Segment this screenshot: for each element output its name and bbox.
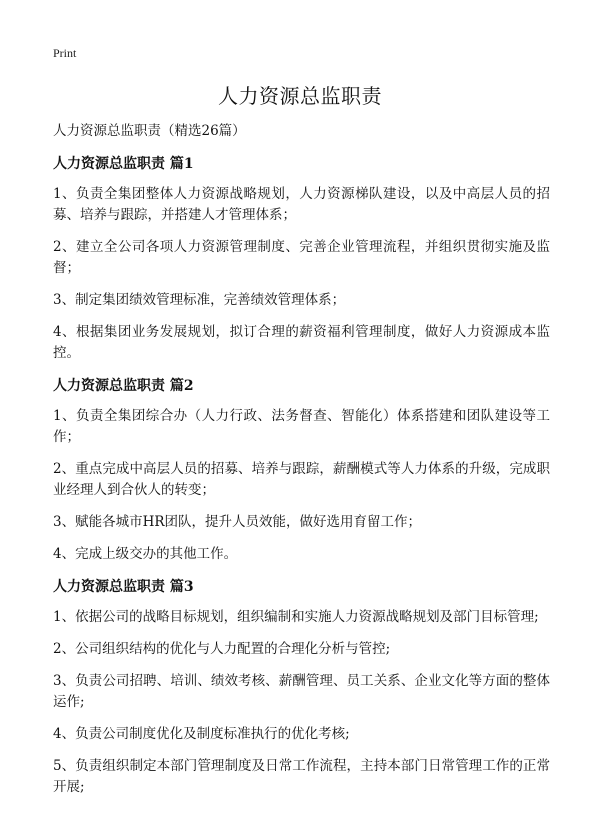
section-3 (53, 576, 550, 798)
list-item: 1、负责全集团综合办（人力行政、法务督查、智能化）体系搭建和团队建设等工作； (53, 408, 550, 445)
list-item: 3、赋能各城市HR团队，提升人员效能，做好选用育留工作； (53, 514, 422, 530)
list-item: 3、制定集团绩效管理标准，完善绩效管理体系； (53, 292, 346, 308)
section-2 (53, 375, 550, 565)
list-item: 1、负责全集团整体人力资源战略规划，人力资源梯队建设，以及中高层人员的招募、培养与跟踪，并搭建人才管理体系； (53, 186, 550, 223)
section-1 (53, 153, 550, 364)
document-subtitle: 人力资源总监职责（精选26篇） (53, 123, 246, 139)
section-heading: 人力资源总监职责 篇2 (53, 378, 194, 394)
list-item: 1、依据公司的战略目标规划，组织编制和实施人力资源战略规划及部门目标管理; (53, 609, 539, 625)
document-body (53, 121, 550, 809)
section-heading: 人力资源总监职责 篇1 (53, 156, 194, 172)
list-item: 5、负责组织制定本部门管理制度及日常工作流程，主持本部门日常管理工作的正常开展; (53, 758, 550, 795)
list-item: 2、建立全公司各项人力资源管理制度、完善企业管理流程，并组织贯彻实施及监督； (53, 239, 550, 276)
list-item: 4、负责公司制度优化及制度标准执行的优化考核; (53, 726, 350, 742)
print-link[interactable]: Print (53, 46, 77, 60)
list-item: 4、完成上级交办的其他工作。 (53, 546, 238, 562)
section-heading: 人力资源总监职责 篇3 (53, 579, 194, 595)
list-item: 2、重点完成中高层人员的招募、培养与跟踪，薪酬模式等人力体系的升级，完成职业经理人到合伙人的转变； (53, 461, 550, 498)
list-item: 2、公司组织结构的优化与人力配置的合理化分析与管控; (53, 641, 391, 657)
list-item: 3、负责公司招聘、培训、绩效考核、薪酬管理、员工关系、企业文化等方面的整体运作; (53, 673, 550, 710)
list-item: 4、根据集团业务发展规划，拟订合理的薪资福利管理制度，做好人力资源成本监控。 (53, 324, 550, 361)
page-title: 人力资源总监职责 (218, 84, 382, 108)
